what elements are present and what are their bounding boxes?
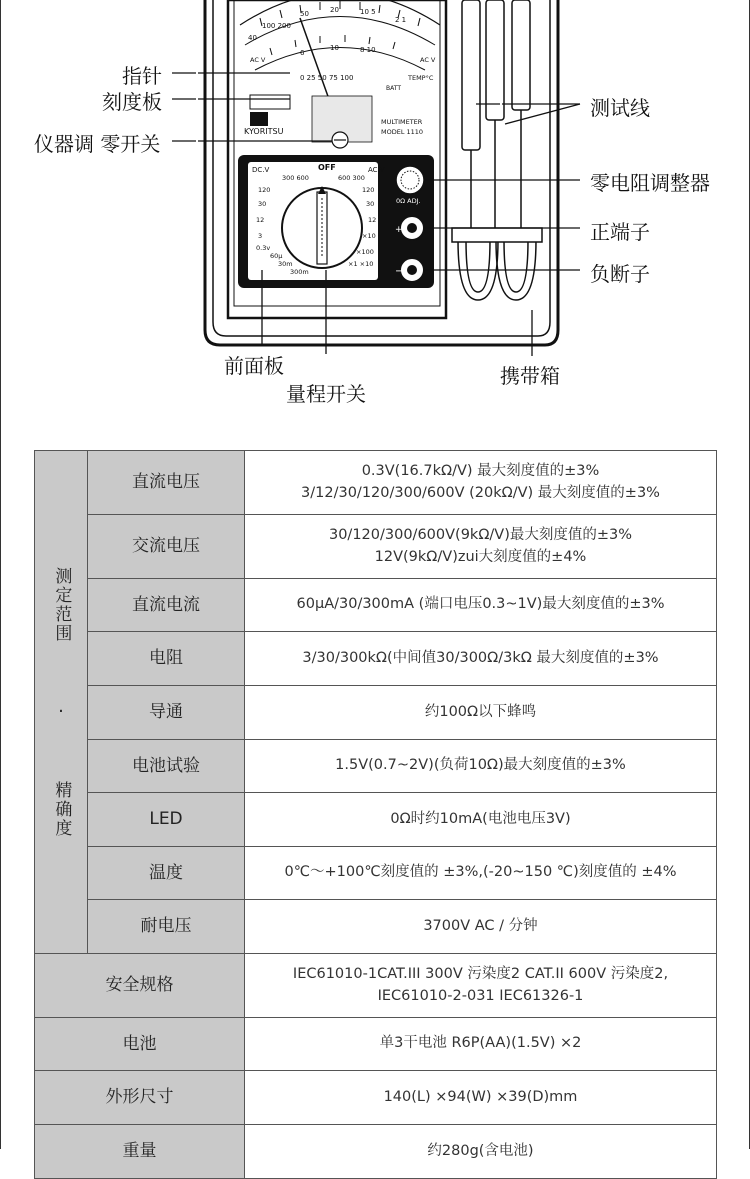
svg-text:60μ: 60μ [270, 252, 283, 260]
row-item: 耐电压 [88, 900, 245, 954]
zero-ohm-adjuster-knob [396, 166, 424, 194]
svg-text:120: 120 [362, 186, 375, 194]
ohm-adj-label: 0Ω ADJ. [396, 197, 421, 205]
row-item: 直流电流 [88, 579, 245, 632]
svg-text:−: − [395, 266, 404, 277]
row-item: 温度 [88, 847, 245, 900]
multimeter-diagram [0, 0, 750, 430]
svg-text:12: 12 [368, 216, 377, 224]
row-value: IEC61010-1CAT.III 300V 污染度2 CAT.II 600V 污染度2, IEC61010-2-031 IEC61326-1 [245, 954, 717, 1018]
row-item: 安全规格 [35, 954, 245, 1018]
row-value: 1.5V(0.7~2V)(负荷10Ω)最大刻度值的±3% [245, 740, 717, 793]
row-item: 导通 [88, 686, 245, 740]
row-value: 单3干电池 R6P(AA)(1.5V) ×2 [245, 1018, 717, 1071]
svg-text:10: 10 [330, 44, 339, 52]
svg-text:2 1: 2 1 [395, 16, 407, 24]
batt-scale-label: BATT [386, 85, 401, 92]
table-row [35, 793, 717, 847]
model-line2: MODEL 1110 [381, 128, 424, 136]
svg-text:12: 12 [256, 216, 265, 224]
row-item: 交流电压 [88, 515, 245, 579]
off-label: OFF [318, 163, 336, 172]
svg-text:30: 30 [366, 200, 375, 208]
table-row [35, 847, 717, 900]
svg-text:0 25 50 75 100: 0 25 50 75 100 [300, 74, 354, 82]
test-leads-drawing [452, 0, 542, 300]
row-value: 0.3V(16.7kΩ/V) 最大刻度值的±3% 3/12/30/120/300/600V (20kΩ/V) 最大刻度值的±3% [245, 451, 717, 515]
svg-text:300 600: 300 600 [282, 174, 309, 182]
svg-text:10 5: 10 5 [360, 8, 376, 16]
table-row [35, 954, 717, 1018]
row-value: 3700V AC / 分钟 [245, 900, 717, 954]
row-item: 重量 [35, 1125, 245, 1179]
label-pointer: 指针 [122, 64, 162, 88]
svg-text:×1 ×10: ×1 ×10 [348, 260, 374, 268]
svg-text:300m: 300m [290, 268, 309, 276]
label-test-leads: 测试线 [590, 96, 650, 120]
row-value: 约280g(含电池) [245, 1125, 717, 1179]
table-row [35, 686, 717, 740]
row-value: 0Ω时约10mA(电池电压3V) [245, 793, 717, 847]
temp-scale-label: TEMP°C [408, 74, 434, 82]
svg-text:+: + [395, 225, 403, 235]
label-carrying-case: 携带箱 [500, 364, 560, 388]
brand-text: KYORITSU [244, 127, 284, 136]
dcv-scale-label: AC V [420, 56, 436, 64]
row-item: 电阻 [88, 632, 245, 686]
row-item: 电池 [35, 1018, 245, 1071]
label-negative-terminal: 负断子 [590, 262, 650, 286]
svg-text:50: 50 [300, 10, 309, 18]
row-value: 3/30/300kΩ(中间值30/300Ω/3kΩ 最大刻度值的±3% [245, 632, 717, 686]
svg-text:×10: ×10 [362, 232, 376, 240]
svg-text:100 200: 100 200 [262, 22, 291, 30]
category-dot: · [58, 700, 64, 722]
row-item: 直流电压 [88, 451, 245, 515]
row-value: 60μA/30/300mA (端口电压0.3~1V)最大刻度值的±3% [245, 579, 717, 632]
model-line1: MULTIMETER [381, 118, 423, 126]
svg-text:6: 6 [300, 49, 305, 57]
svg-text:20: 20 [330, 6, 339, 14]
svg-text:30: 30 [258, 200, 267, 208]
table-row [35, 900, 717, 954]
row-item: 电池试验 [88, 740, 245, 793]
table-row [35, 740, 717, 793]
table-row [35, 1018, 717, 1071]
acv-scale-label: AC V [250, 56, 266, 64]
label-range-switch: 量程开关 [286, 382, 366, 406]
acv-label: AC.V [368, 166, 385, 174]
table-row [35, 579, 717, 632]
category-accuracy: 精确度 [51, 780, 72, 838]
category-measure: 测定范围 [51, 566, 72, 643]
row-value: 30/120/300/600V(9kΩ/V)最大刻度值的±3% 12V(9kΩ/V)zui大刻度值的±4% [245, 515, 717, 579]
brand-logo-box [250, 112, 268, 126]
row-item: 外形尺寸 [35, 1071, 245, 1125]
table-row [35, 451, 717, 515]
row-item: LED [88, 793, 245, 847]
label-zero-ohm-adjuster: 零电阻调整器 [590, 171, 710, 195]
svg-text:30m: 30m [278, 260, 293, 268]
label-zero-adjust: 仪器调 零开关 [34, 132, 161, 156]
table-row [35, 1071, 717, 1125]
spec-table [34, 450, 717, 1179]
label-front-panel: 前面板 [224, 354, 284, 378]
svg-text:40: 40 [248, 34, 257, 42]
svg-text:600 300: 600 300 [338, 174, 365, 182]
svg-text:0.3v: 0.3v [256, 244, 271, 252]
row-value: 140(L) ×94(W) ×39(D)mm [245, 1071, 717, 1125]
dcv-label: DC.V [252, 166, 270, 174]
svg-text:8 10: 8 10 [360, 46, 376, 54]
label-scale-plate: 刻度板 [102, 90, 162, 114]
row-value: 0℃～+100℃刻度值的 ±3%,(-20~150 ℃)刻度值的 ±4% [245, 847, 717, 900]
table-row [35, 632, 717, 686]
table-row [35, 1125, 717, 1179]
svg-text:×100: ×100 [356, 248, 374, 256]
table-row [35, 515, 717, 579]
svg-text:3: 3 [258, 232, 263, 240]
svg-text:120: 120 [258, 186, 271, 194]
row-value: 约100Ω以下蜂鸣 [245, 686, 717, 740]
label-positive-terminal: 正端子 [590, 220, 650, 244]
category-cell [35, 451, 88, 954]
